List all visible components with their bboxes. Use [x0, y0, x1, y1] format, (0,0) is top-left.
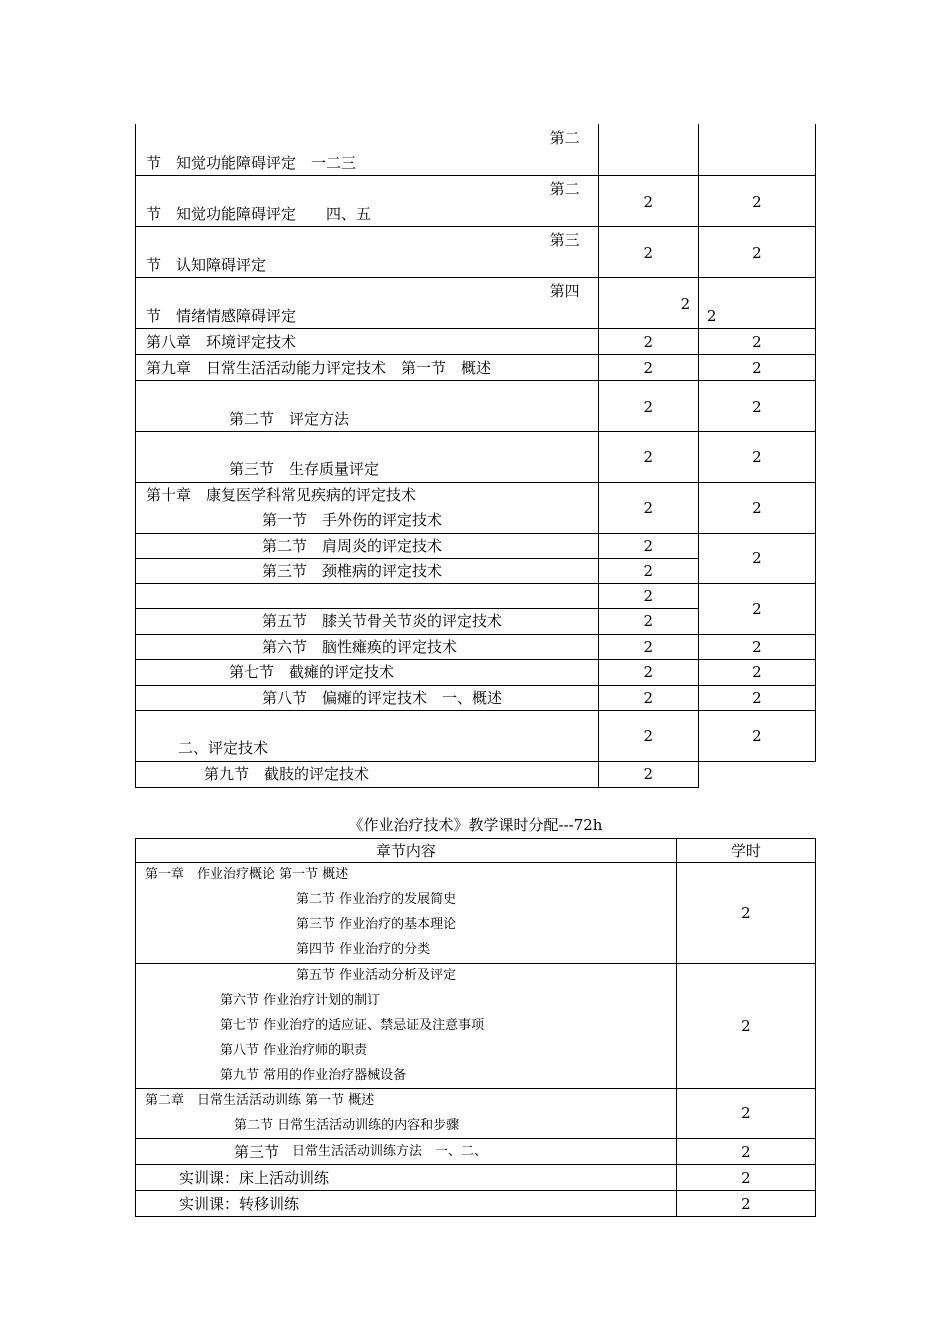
- row-text: 第六节 作业治疗计划的制订: [220, 993, 381, 1008]
- hours-value: 2: [752, 548, 762, 567]
- row-text: 第二节 作业治疗的发展简史: [296, 892, 457, 907]
- row-text: 第三: [549, 230, 580, 249]
- table-row: [136, 964, 816, 1089]
- hours-value: 2: [752, 688, 762, 707]
- table-row: [136, 863, 816, 964]
- hours-value: 2: [752, 243, 762, 262]
- row-text: 第一章 作业治疗概论 第一节 概述: [145, 867, 349, 882]
- hours-value: 2: [680, 294, 691, 313]
- row-text: 第二节 日常生活活动训练的内容和步骤: [234, 1118, 460, 1133]
- column-header: 学时: [676, 839, 815, 863]
- hours-value: 2: [643, 536, 654, 555]
- table-row: [136, 1089, 816, 1139]
- occupational-therapy-hours-table: [135, 838, 816, 1217]
- table-row: [136, 583, 816, 608]
- hours-value: 2: [752, 637, 762, 656]
- hours-value: 2: [643, 726, 654, 745]
- hours-value: 2: [643, 192, 654, 211]
- row-text: 第一节 手外伤的评定技术: [262, 510, 443, 529]
- row-text: 第十章 康复医学科常见疾病的评定技术: [146, 485, 417, 504]
- table-row: [136, 277, 816, 328]
- table-row: [136, 328, 816, 354]
- header-row: [136, 839, 816, 863]
- hours-value: 2: [643, 358, 654, 377]
- row-text: 第五节 膝关节骨关节炎的评定技术: [262, 611, 503, 630]
- row-text: 第七节 截瘫的评定技术: [229, 662, 395, 681]
- table-row: [136, 380, 816, 431]
- row-text: 节 知觉功能障碍评定 一二三: [146, 154, 357, 172]
- table-row: [136, 685, 816, 710]
- hours-value: 2: [643, 662, 654, 681]
- hours-value: 2: [643, 637, 654, 656]
- table-row: [136, 354, 816, 380]
- table-row: [136, 1191, 816, 1217]
- table-row: [136, 1139, 816, 1165]
- hours-value: 2: [741, 904, 751, 922]
- course-hours-table-continued: [135, 124, 816, 788]
- hours-value: 2: [752, 447, 762, 466]
- hours-value: 2: [752, 397, 762, 416]
- hours-value: 2: [741, 1104, 751, 1122]
- hours-value: 2: [752, 498, 762, 517]
- table-row: [136, 659, 816, 685]
- hours-value: 2: [643, 561, 654, 580]
- hours-value: 2: [752, 599, 762, 618]
- row-text: 节 知觉功能障碍评定 四、五: [146, 204, 372, 223]
- row-text: 第四: [549, 281, 580, 300]
- table-row: [136, 1165, 816, 1191]
- hours-value: 2: [643, 611, 654, 630]
- row-text: 第九章 日常生活活动能力评定技术 第一节 概述: [146, 358, 492, 377]
- hours-value: 2: [752, 192, 762, 211]
- row-text: 第二节 评定方法: [229, 409, 350, 428]
- row-text: 第三节 生存质量评定: [229, 459, 380, 478]
- table-title: 《作业治疗技术》教学课时分配---72h: [348, 816, 603, 834]
- hours-value: 2: [643, 243, 654, 262]
- row-text: 二、评定技术: [178, 738, 269, 757]
- row-text: 日常生活活动训练方法 一、二、: [292, 1144, 488, 1159]
- row-text: 第九节 常用的作业治疗器械设备: [220, 1068, 407, 1083]
- row-text: 节 情绪情感障碍评定: [146, 306, 297, 325]
- hours-value: 2: [752, 726, 762, 745]
- hours-value: 2: [706, 306, 717, 325]
- hours-value: 2: [643, 498, 654, 517]
- table-row: [136, 533, 816, 558]
- table-row: [136, 710, 816, 761]
- row-text: 第三节 作业治疗的基本理论: [296, 917, 457, 932]
- hours-value: 2: [741, 1195, 751, 1213]
- row-text: 第二章 日常生活活动训练 第一节 概述: [145, 1093, 375, 1108]
- row-text: 实训课：转移训练: [179, 1195, 300, 1213]
- table-row: [136, 124, 816, 175]
- row-text: 第二: [549, 179, 580, 198]
- hours-value: 2: [752, 662, 762, 681]
- table-row: [136, 761, 816, 787]
- hours-value: 2: [741, 1143, 751, 1161]
- hours-value: 2: [643, 688, 654, 707]
- table-row: [136, 226, 816, 277]
- hours-value: 2: [643, 397, 654, 416]
- row-text: 第二节 肩周炎的评定技术: [262, 536, 443, 555]
- hours-value: 2: [643, 586, 654, 605]
- row-text: 第二: [549, 129, 580, 147]
- table-row: [136, 175, 816, 226]
- hours-value: 2: [643, 332, 654, 351]
- row-text: 第八章 环境评定技术: [146, 332, 297, 351]
- table-row: [136, 431, 816, 482]
- row-text: 节 认知障碍评定: [146, 255, 267, 274]
- row-text: 实训课：床上活动训练: [179, 1169, 330, 1187]
- hours-value: 2: [741, 1169, 751, 1187]
- row-text: 第八节 偏瘫的评定技术 一、概述: [262, 688, 503, 707]
- row-text: 第三节 颈椎病的评定技术: [262, 561, 443, 580]
- table-row: [136, 634, 816, 659]
- hours-value: 2: [752, 358, 762, 377]
- row-text: 第三节: [234, 1143, 280, 1161]
- column-header: 章节内容: [136, 839, 677, 863]
- hours-value: 2: [752, 332, 762, 351]
- row-text: 第四节 作业治疗的分类: [296, 942, 431, 957]
- row-text: 第六节 脑性瘫痪的评定技术: [262, 637, 458, 656]
- hours-value: 2: [643, 764, 654, 783]
- hours-value: 2: [741, 1017, 751, 1035]
- row-text: 第九节 截肢的评定技术: [204, 764, 370, 783]
- hours-value: 2: [643, 447, 654, 466]
- row-text: 第五节 作业活动分析及评定: [296, 968, 457, 983]
- table-row: [136, 482, 816, 533]
- row-text: 第八节 作业治疗师的职责: [220, 1043, 368, 1058]
- row-text: 第七节 作业治疗的适应证、禁忌证及注意事项: [220, 1018, 485, 1033]
